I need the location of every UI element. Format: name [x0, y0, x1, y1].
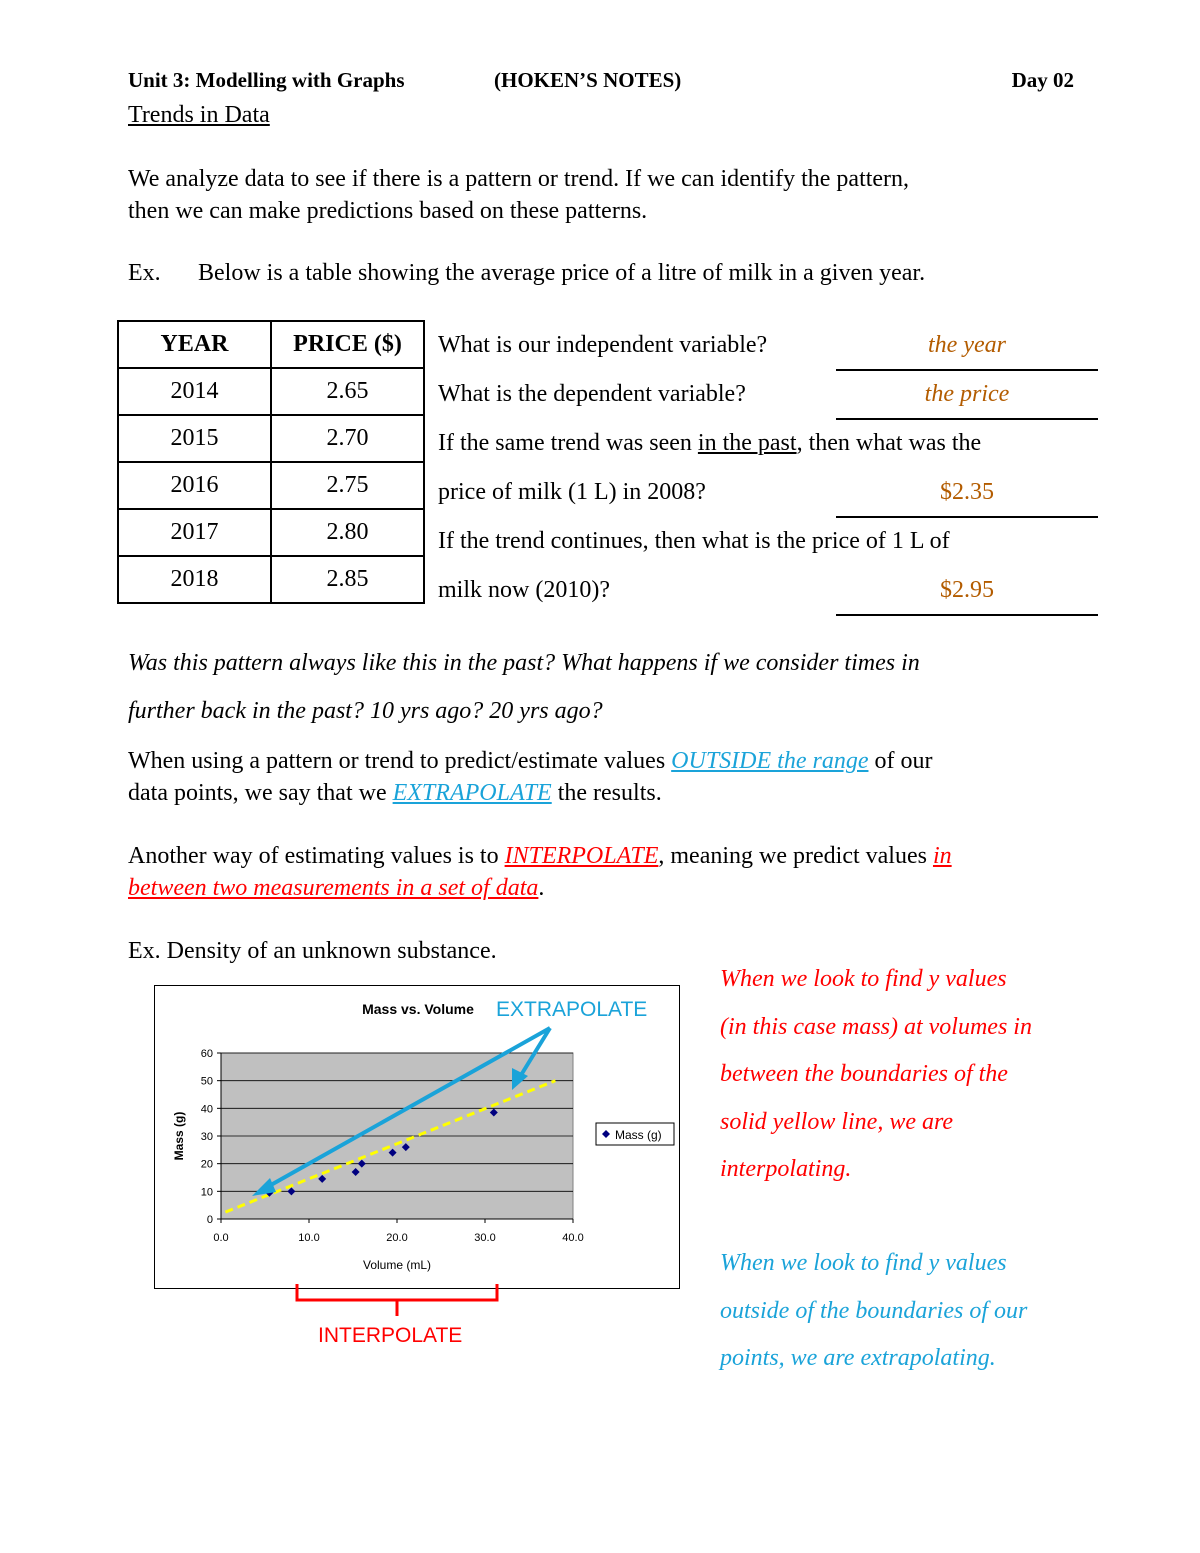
note-line: (in this case mass) at volumes in — [720, 1013, 1032, 1040]
note-line: solid yellow line, we are — [720, 1108, 954, 1135]
note-line: outside of the boundaries of our — [720, 1297, 1028, 1324]
x-tick-label: 40.0 — [562, 1232, 584, 1244]
extrap-text-1: When using a pattern or trend to predict/estimate values — [128, 748, 672, 774]
example-2-prompt: Ex. Density of an unknown substance. — [128, 938, 497, 964]
chart-title: Mass vs. Volume — [362, 1001, 474, 1017]
note-line: between the boundaries of the — [720, 1061, 1008, 1087]
x-tick-label: 10.0 — [298, 1232, 320, 1244]
question-past-line-2: price of milk (1 L) in 2008? — [438, 479, 706, 505]
answer-2008-price: $2.35 — [940, 479, 994, 505]
reflection-line-2: further back in the past? 10 yrs ago? 20 yrs ago? — [128, 698, 603, 724]
question-future-line-1: If the trend continues, then what is the price of 1 L of — [438, 528, 950, 554]
question-past-pre: If the same trend was seen — [438, 430, 698, 456]
keyword-outside-range: OUTSIDE the range — [671, 748, 869, 774]
keyword-in: in — [932, 843, 952, 869]
intro-line-1: We analyze data to see if there is a pattern or trend. If we can identify the pattern, — [128, 166, 910, 192]
y-tick-label: 40 — [200, 1103, 213, 1116]
example-text: Below is a table showing the average price of a litre of milk in a given year. — [198, 260, 926, 286]
interpolate-bracket — [297, 1284, 497, 1316]
answer-2010-price: $2.95 — [940, 577, 994, 603]
answer-independent: the year — [928, 332, 1006, 358]
keyword-between-measurements: between two measurements in a set of data — [128, 875, 539, 901]
keyword-extrapolate: EXTRAPOLATE — [392, 780, 552, 806]
price-cell: 2.75 — [271, 462, 424, 509]
y-tick-label: 0 — [206, 1214, 213, 1226]
x-tick-label: 20.0 — [386, 1232, 408, 1244]
day-label: Day 02 — [1011, 68, 1074, 92]
notes-author: (HOKEN’S NOTES) — [494, 68, 682, 92]
year-cell: 2018 — [118, 556, 271, 603]
price-cell: 2.65 — [271, 368, 424, 415]
y-axis-title: Mass (g) — [172, 1111, 186, 1161]
note-line: When we look to find y values — [720, 1250, 1007, 1276]
interpolate-label: INTERPOLATE — [318, 1324, 463, 1347]
y-tick-label: 10 — [200, 1186, 213, 1199]
x-axis-title: Volume (mL) — [362, 1258, 432, 1272]
question-past-emphasis: in the past — [697, 430, 797, 456]
extrapolate-arrows — [252, 1028, 550, 1196]
x-tick-label: 30.0 — [474, 1232, 496, 1244]
year-cell: 2015 — [118, 415, 271, 462]
extrapolate-label: EXTRAPOLATE — [496, 998, 648, 1021]
extrapolate-arrow-left — [262, 1028, 550, 1190]
price-cell: 2.80 — [271, 509, 424, 556]
extrap-text-3: data points, we say that we — [128, 780, 393, 806]
x-tick-label: 0.0 — [213, 1232, 229, 1244]
arrowhead-left-icon — [252, 1178, 276, 1196]
keyword-interpolate: INTERPOLATE — [504, 843, 659, 869]
column-header-year: YEAR — [118, 321, 271, 368]
unit-title: Unit 3: Modelling with Graphs — [128, 68, 405, 92]
y-tick-label: 30 — [200, 1131, 213, 1143]
interp-text-1: Another way of estimating values is to — [128, 843, 505, 869]
note-line: interpolating. — [720, 1156, 852, 1182]
example-label: Ex. — [128, 260, 161, 286]
answer-dependent: the price — [924, 381, 1010, 407]
price-cell: 2.70 — [271, 415, 424, 462]
note-line: When we look to find y values — [720, 966, 1007, 992]
question-future-line-2: milk now (2010)? — [438, 577, 610, 603]
question-independent: What is our independent variable? — [438, 332, 768, 358]
question-dependent: What is the dependent variable? — [438, 381, 746, 407]
note-line: points, we are extrapolating. — [720, 1345, 996, 1371]
interp-text-3: . — [538, 875, 545, 901]
column-header-price: PRICE ($) — [271, 321, 424, 368]
section-title: Trends in Data — [128, 102, 270, 128]
y-tick-label: 20 — [200, 1158, 213, 1171]
price-cell: 2.85 — [271, 556, 424, 603]
question-past-post: , then what was the — [796, 430, 982, 456]
year-cell: 2017 — [118, 509, 271, 556]
y-tick-label: 50 — [200, 1075, 213, 1088]
y-tick-label: 60 — [200, 1048, 213, 1060]
intro-line-2: then we can make predictions based on these patterns. — [128, 198, 648, 224]
extrap-text-2: of our — [868, 748, 933, 774]
reflection-line-1: Was this pattern always like this in the past? What happens if we consider times in — [128, 650, 920, 676]
extrap-text-4: the results. — [551, 780, 662, 806]
interp-text-2: , meaning we predict values — [658, 843, 933, 869]
legend-label: Mass (g) — [615, 1128, 662, 1142]
year-cell: 2016 — [118, 462, 271, 509]
year-cell: 2014 — [118, 368, 271, 415]
